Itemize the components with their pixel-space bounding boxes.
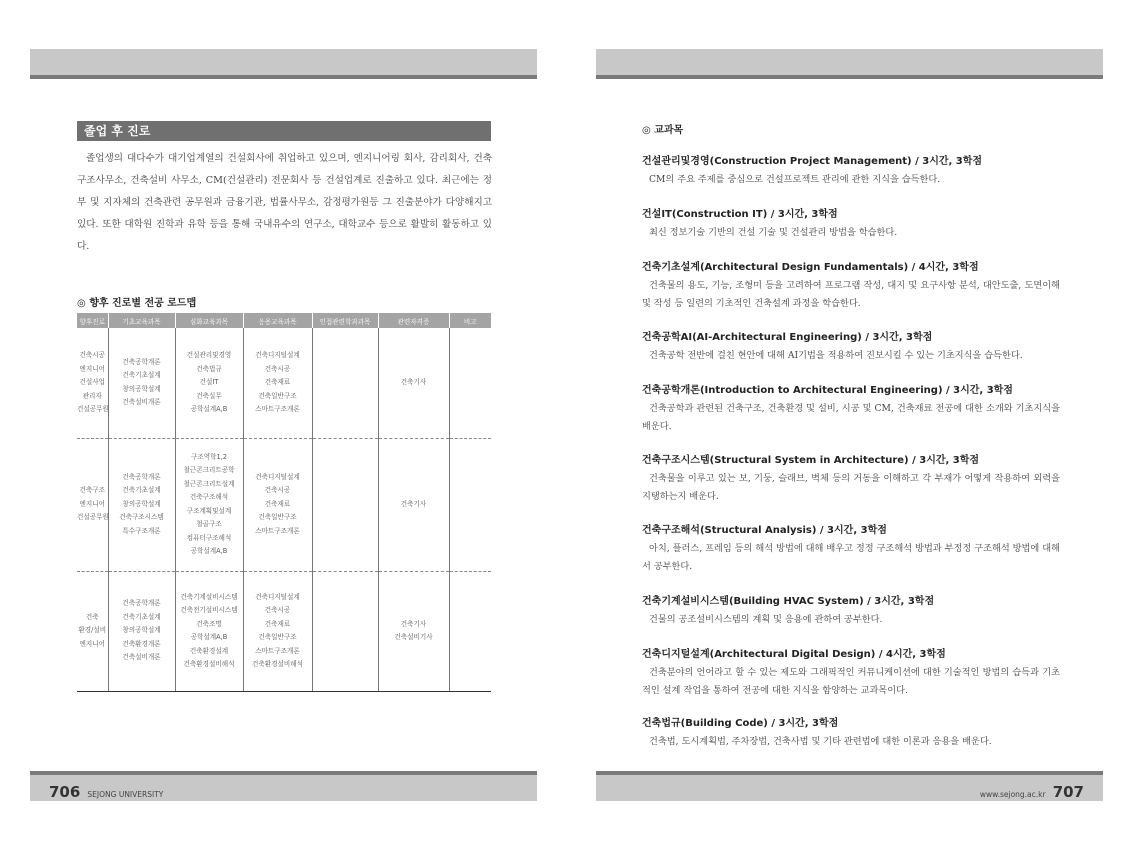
courses-heading: ◎ 교과목 bbox=[642, 125, 684, 136]
course-title: 건축기초설계(Architectural Design Fundamentals) / 4시간, 3학점 bbox=[642, 262, 979, 273]
roadmap-row bbox=[77, 438, 491, 571]
roadmap-cell-career bbox=[77, 438, 108, 571]
course-description: 최신 정보기술 기반의 건설 기술 및 건설관리 방법을 학습한다. bbox=[649, 227, 898, 238]
course-item bbox=[642, 155, 1060, 189]
cell-line: 건축기사 bbox=[400, 378, 427, 386]
left-footer bbox=[30, 771, 537, 801]
cell-line: 엔지니어 bbox=[79, 639, 105, 648]
cell-line: 건축시공 bbox=[264, 486, 291, 495]
course-title: 건축공학AI(AI-Architectural Engineering) / 3시간, 3학점 bbox=[642, 332, 933, 343]
cell-line: 건축기초설계 bbox=[122, 371, 161, 380]
course-description: 건축물을 이루고 있는 보, 기둥, 슬래브, 벽체 등의 거동을 이해하고 각 부재가 어떻게 작용하여 외력을 지탱하는지 배운다. bbox=[642, 473, 1060, 502]
cell-line: 건축재료 bbox=[264, 619, 291, 628]
page-number: 707 bbox=[1052, 783, 1084, 801]
course-item bbox=[642, 384, 1060, 436]
cell-line: 건축기계설비시스템 bbox=[180, 592, 238, 601]
course-title: 건축디지털설계(Architectural Digital Design) / 4시간, 3학점 bbox=[642, 649, 946, 660]
course-title: 건설관리및경영(Construction Project Management) / 3시간, 3학점 bbox=[642, 156, 983, 167]
course-item bbox=[642, 261, 1060, 313]
cell-line: 건축시공 bbox=[264, 606, 291, 614]
cell-line: 구조역학1,2 bbox=[191, 452, 227, 461]
roadmap-cell-note bbox=[449, 328, 491, 438]
cell-line: 환경/설비 bbox=[78, 626, 107, 635]
cell-line: 건축시공 bbox=[264, 364, 291, 373]
roadmap-cell-cert bbox=[378, 438, 449, 571]
roadmap-cell-related bbox=[312, 438, 378, 571]
cell-line: 관리자 bbox=[82, 391, 102, 400]
roadmap-cell-related bbox=[312, 328, 378, 438]
cell-line: 건축실무 bbox=[196, 391, 222, 400]
cell-line: 공학설계A,B bbox=[190, 405, 228, 413]
cell-line: 건축설비개론 bbox=[122, 398, 161, 407]
course-description: 건축분야의 언어라고 할 수 있는 제도와 그래픽적인 커뮤니케이션에 대한 기술적인 방법의 습득과 기초적인 설계 작업을 통하여 전공에 대한 지식을 함양하는 교과목이다. bbox=[642, 667, 1060, 696]
cell-line: 건축환경설비해석 bbox=[183, 660, 235, 668]
roadmap-cell-applied bbox=[243, 328, 312, 438]
course-description: 건축물의 용도, 기능, 조형미 등을 고려하여 프로그램 작성, 대지 및 요구사항 분석, 대안도출, 도면이해 및 작성 등 일련의 기초적인 건축설계 과정을 학습한다. bbox=[642, 280, 1060, 309]
col-header: 기초교육과목 bbox=[108, 313, 175, 328]
course-item bbox=[642, 524, 1060, 576]
roadmap-cell-basic bbox=[108, 328, 175, 438]
cell-line: 건축일반구조 bbox=[258, 633, 297, 641]
footer-university: SEJONG UNIVERSITY bbox=[87, 790, 164, 799]
cell-line: 건축시공 bbox=[79, 351, 105, 359]
cell-line: 건축환경설비해석 bbox=[252, 660, 303, 668]
cell-line: 창의공학설계 bbox=[122, 499, 161, 508]
cell-line: 철골구조 bbox=[196, 520, 222, 528]
cell-line: 건축디지털설계 bbox=[255, 592, 300, 601]
roadmap-cell-career bbox=[77, 328, 108, 438]
course-description: 건축공학과 관련된 건축구조, 건축환경 및 설비, 시공 및 CM, 건축재료 전공에 대한 소개와 기초지식을 배운다. bbox=[642, 403, 1060, 432]
cell-line: 철근콘크리트설계 bbox=[183, 479, 235, 488]
cell-line: 건축기사 bbox=[400, 619, 427, 628]
roadmap-title: ◎ 향후 진로별 전공 로드맵 bbox=[77, 298, 197, 309]
footer-url: www.sejong.ac.kr bbox=[979, 790, 1046, 799]
page-number: 706 bbox=[49, 783, 81, 801]
course-description: 건축공학 전반에 걸친 현안에 대해 AI기법을 적용하여 진보시킬 수 있는 기초지식을 습득한다. bbox=[649, 350, 1023, 361]
roadmap-table bbox=[77, 313, 491, 692]
roadmap-cell-advanced bbox=[175, 328, 243, 438]
right-footer bbox=[596, 771, 1103, 801]
roadmap-row bbox=[77, 571, 491, 691]
cell-line: 건설IT bbox=[199, 378, 219, 386]
cell-line: 건설공무원 bbox=[77, 513, 109, 522]
cell-line: 건설사업 bbox=[79, 378, 105, 386]
course-item bbox=[642, 595, 1060, 629]
roadmap-cell-basic bbox=[108, 438, 175, 571]
cell-line: 건축설비개론 bbox=[122, 653, 161, 662]
section-title-career: 졸업 후 진로 bbox=[77, 121, 491, 141]
cell-line: 건축전기설비시스템 bbox=[180, 606, 238, 614]
cell-line: 건축구조시스템 bbox=[119, 513, 164, 522]
right-page-header-band bbox=[596, 49, 1103, 79]
cell-line: 건축공학개론 bbox=[122, 472, 161, 481]
cell-line: 건축기초설계 bbox=[122, 486, 161, 495]
cell-line: 건축디지털설계 bbox=[255, 472, 300, 481]
cell-line: 건축재료 bbox=[264, 499, 291, 508]
course-item bbox=[642, 208, 1060, 242]
cell-line: 건축환경개론 bbox=[122, 639, 161, 648]
roadmap-cell-note bbox=[449, 571, 491, 691]
roadmap-cell-applied bbox=[243, 571, 312, 691]
cell-line: 창의공학설계 bbox=[122, 384, 161, 393]
cell-line: 스마트구조개론 bbox=[255, 646, 300, 655]
course-title: 건축법규(Building Code) / 3시간, 3학점 bbox=[642, 718, 839, 729]
roadmap-header-row bbox=[77, 313, 491, 328]
roadmap-row bbox=[77, 328, 491, 438]
cell-line: 건축재료 bbox=[264, 378, 291, 386]
course-description: 건축법, 도시계획법, 주차장법, 건축사법 및 기타 관련법에 대한 이론과 응용을 배운다. bbox=[649, 736, 992, 747]
cell-line: 건축구조 bbox=[79, 486, 105, 495]
cell-line: 건축공학개론 bbox=[122, 599, 161, 608]
cell-line: 건설관리및경영 bbox=[186, 351, 232, 359]
cell-line: 건축환경설계 bbox=[189, 646, 229, 655]
roadmap-cell-cert bbox=[378, 328, 449, 438]
course-title: 건축기계설비시스템(Building HVAC System) / 3시간, 3학점 bbox=[642, 596, 935, 607]
course-description: 건물의 공조설비시스템의 계획 및 응용에 관하여 공부한다. bbox=[649, 614, 883, 625]
roadmap-cell-applied bbox=[243, 438, 312, 571]
roadmap-cell-advanced bbox=[175, 438, 243, 571]
cell-line: 건축디지털설계 bbox=[255, 351, 300, 359]
col-header: 관련자격증 bbox=[378, 313, 449, 328]
col-header: 심화교육과목 bbox=[175, 313, 243, 328]
cell-line: 공학설계A,B bbox=[190, 547, 228, 555]
roadmap-cell-basic bbox=[108, 571, 175, 691]
cell-line: 특수구조개론 bbox=[122, 526, 161, 535]
course-description: 아치, 플러스, 프레임 등의 해석 방법에 대해 배우고 정정 구조해석 방법과 부정정 구조해석 방법에 대해서 공부한다. bbox=[642, 543, 1060, 572]
course-title: 건축공학개론(Introduction to Architectural Engineering) / 3시간, 3학점 bbox=[642, 385, 1013, 396]
career-paragraph: 졸업생의 대다수가 대기업계열의 건설회사에 취업하고 있으며, 엔지니어링 회사, 감리회사, 건축구조사무소, 건축설비 사무소, CM(건설관리) 전문회사 등 건설업계로 진출하고 있다. 최근에는 정부 및 지자체의 건축관련 공무원과 금융기관, 법률사무소, 감정평가원등 그 진출분야가 다양해지고 있다. 또한 대학원 진학과 유학 등을 통해 국내유수의 연구소, 대학교수 등으로 활발히 활동하고 있다. bbox=[77, 153, 492, 252]
cell-line: 건축일반구조 bbox=[258, 391, 297, 400]
course-item bbox=[642, 331, 1060, 365]
roadmap-cell-career bbox=[77, 571, 108, 691]
cell-line: 공학설계A,B bbox=[190, 633, 228, 641]
course-item bbox=[642, 648, 1060, 700]
cell-line: 건축조명 bbox=[196, 619, 222, 628]
roadmap-cell-related bbox=[312, 571, 378, 691]
cell-line: 스마트구조개론 bbox=[255, 526, 300, 535]
course-title: 건설IT(Construction IT) / 3시간, 3학점 bbox=[642, 209, 838, 220]
cell-line: 건축법규 bbox=[196, 364, 222, 373]
col-header: 인접관련학과과목 bbox=[312, 313, 378, 328]
cell-line: 스마트구조개론 bbox=[255, 405, 300, 413]
left-page-header-band bbox=[30, 49, 537, 79]
course-item bbox=[642, 454, 1060, 506]
course-title: 건축구조시스템(Structural System in Architecture) / 3시간, 3학점 bbox=[642, 455, 980, 466]
cell-line: 건축설비기사 bbox=[394, 633, 433, 641]
cell-line: 건축구조해석 bbox=[189, 493, 229, 501]
cell-line: 철근콘크리트공학 bbox=[183, 466, 235, 474]
cell-line: 건축 bbox=[85, 612, 99, 621]
roadmap-cell-advanced bbox=[175, 571, 243, 691]
cell-line: 구조계획및설계 bbox=[186, 506, 232, 515]
cell-line: 건설공무원 bbox=[77, 405, 109, 413]
roadmap-cell-note bbox=[449, 438, 491, 571]
course-description: CM의 주요 주제를 중심으로 건설프로젝트 관리에 관한 지식을 습득한다. bbox=[649, 174, 941, 185]
cell-line: 컴퓨터구조해석 bbox=[186, 533, 232, 542]
course-title: 건축구조해석(Structural Analysis) / 3시간, 3학점 bbox=[642, 525, 887, 536]
cell-line: 건축기초설계 bbox=[122, 612, 161, 621]
cell-line: 엔지니어 bbox=[79, 499, 105, 508]
col-header: 응용교육과목 bbox=[243, 313, 312, 328]
roadmap-cell-cert bbox=[378, 571, 449, 691]
course-item bbox=[642, 717, 1060, 751]
col-header: 향후진로 bbox=[77, 313, 108, 328]
cell-line: 엔지니어 bbox=[79, 364, 105, 373]
cell-line: 창의공학설계 bbox=[122, 626, 161, 635]
cell-line: 건축일반구조 bbox=[258, 513, 297, 522]
cell-line: 건축공학개론 bbox=[122, 357, 161, 366]
col-header: 비고 bbox=[449, 313, 491, 328]
cell-line: 건축기사 bbox=[400, 499, 427, 508]
